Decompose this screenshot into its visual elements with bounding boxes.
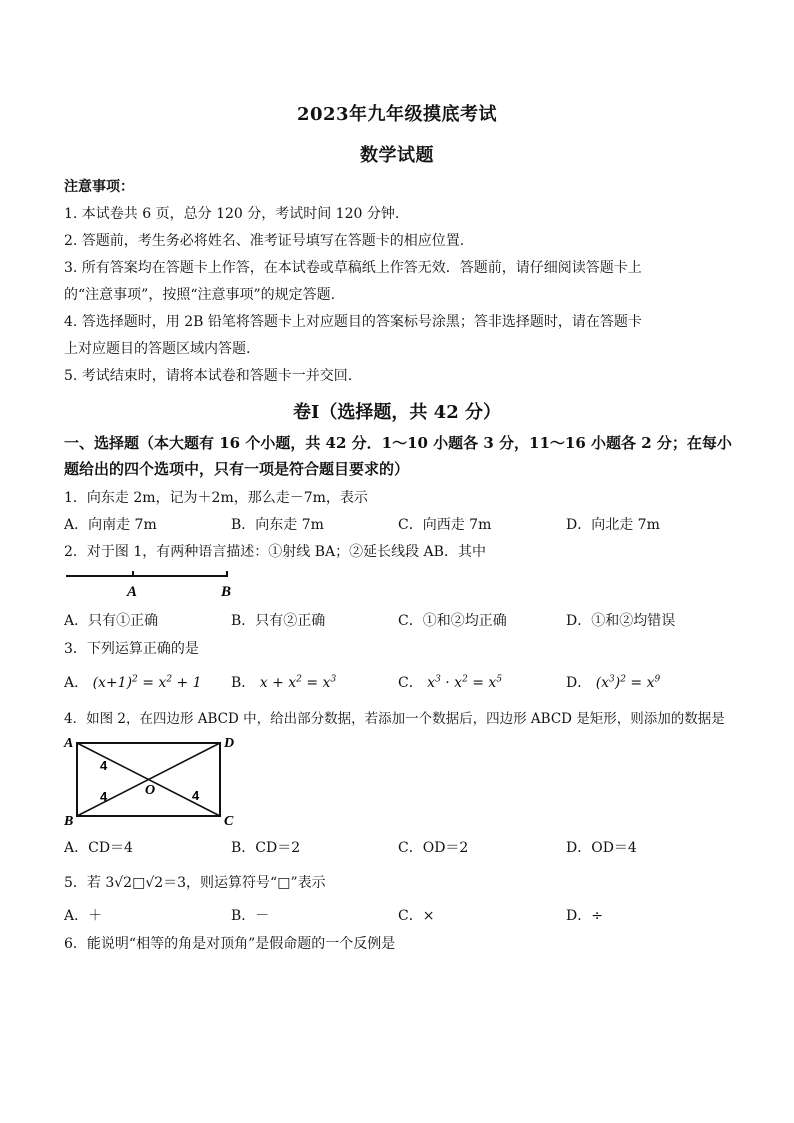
figure-2-label-o: O bbox=[145, 783, 156, 798]
q4-option-b: B．CD＝2 bbox=[231, 840, 301, 856]
q1-option-d: D．向北走 7m bbox=[566, 517, 660, 533]
q5-option-a: A．＋ bbox=[64, 908, 103, 924]
q5-stem: 5．若 3√2□√2＝3，则运算符号“□”表示 bbox=[64, 875, 326, 891]
q4-option-a: A．CD＝4 bbox=[64, 840, 133, 856]
notice-item-1: 1. 本试卷共 6 页，总分 120 分，考试时间 120 分钟. bbox=[64, 206, 400, 222]
q5-option-d: D．÷ bbox=[566, 908, 603, 924]
figure-2-label-a: A bbox=[64, 736, 74, 751]
figure-2-quadrilateral bbox=[60, 733, 250, 829]
q5-option-c: C．× bbox=[398, 908, 435, 924]
notice-item-3: 3. 所有答案均在答题卡上作答，在本试卷或草稿纸上作答无效．答题前，请仔细阅读答题卡上 bbox=[64, 260, 642, 276]
q2-option-a: A．只有①正确 bbox=[64, 613, 159, 629]
part-instruction-line1: 一、选择题（本大题有 16 个小题，共 42 分．1～10 小题各 3 分，11～16 小题各 2 分；在每小 bbox=[64, 434, 732, 452]
figure-2-label-c: C bbox=[224, 814, 234, 829]
notice-item-2: 2. 答题前，考生务必将姓名、准考证号填写在答题卡的相应位置. bbox=[64, 233, 465, 249]
q3-option-b bbox=[231, 672, 336, 692]
q2-option-b: B．只有②正确 bbox=[231, 613, 326, 629]
q3-option-c-letter: C． bbox=[398, 675, 423, 691]
exam-title: 2023年九年级摸底考试 bbox=[296, 104, 498, 125]
q1-option-a: A．向南走 7m bbox=[64, 517, 157, 533]
q3-option-b-letter: B． bbox=[231, 675, 256, 691]
figure-2-length-bo: 4 bbox=[100, 789, 108, 804]
q1-stem: 1．向东走 2m，记为＋2m，那么走－7m，表示 bbox=[64, 490, 368, 506]
notice-item-5: 5. 考试结束时，请将本试卷和答题卡一并交回. bbox=[64, 368, 353, 384]
q3-option-b-formula: $x + x^2 = x^3$ bbox=[259, 674, 337, 691]
q2-stem: 2．对于图 1，有两种语言描述：①射线 BA；②延长线段 AB．其中 bbox=[64, 544, 486, 560]
section-title: 卷Ⅰ（选择题，共 42 分） bbox=[292, 402, 501, 423]
q4-option-d: D．OD＝4 bbox=[566, 840, 637, 856]
q3-option-d-letter: D． bbox=[566, 675, 592, 691]
notice-item-4: 4. 答选择题时，用 2B 铅笔将答题卡上对应题目的答案标号涂黑；答非选择题时，请在答题卡 bbox=[64, 314, 642, 330]
q3-option-d bbox=[566, 672, 660, 692]
q3-option-a-formula: $(x+1)^2 = x^2 + 1$ bbox=[92, 674, 202, 691]
q2-option-d: D．①和②均错误 bbox=[566, 613, 676, 629]
figure-1-line-segment bbox=[60, 566, 250, 600]
q3-option-c bbox=[398, 672, 502, 692]
q3-option-a-letter: A． bbox=[64, 675, 89, 691]
figure-1-label-b: B bbox=[221, 584, 232, 600]
part-instruction-line2: 题给出的四个选项中，只有一项是符合题目要求的） bbox=[64, 460, 410, 478]
q2-option-c: C．①和②均正确 bbox=[398, 613, 507, 629]
q3-stem: 3．下列运算正确的是 bbox=[64, 641, 199, 657]
q3-option-d-formula: $(x^3)^2 = x^9$ bbox=[595, 674, 661, 691]
q6-stem: 6．能说明“相等的角是对顶角”是假命题的一个反例是 bbox=[64, 936, 396, 952]
notice-heading: 注意事项： bbox=[64, 179, 134, 195]
q3-option-c-formula: $x^3 \cdot x^2 = x^5$ bbox=[427, 674, 503, 691]
exam-subtitle: 数学试题 bbox=[360, 145, 434, 166]
q1-option-c: C．向西走 7m bbox=[398, 517, 492, 533]
figure-2-label-b: B bbox=[64, 814, 74, 829]
figure-1-label-a: A bbox=[127, 584, 138, 600]
q3-option-a bbox=[64, 672, 202, 692]
notice-item-4-cont: 上对应题目的答题区域内答题. bbox=[64, 341, 251, 357]
q1-option-b: B．向东走 7m bbox=[231, 517, 324, 533]
q4-stem: 4．如图 2，在四边形 ABCD 中，给出部分数据，若添加一个数据后，四边形 ABCD 是矩形，则添加的数据是 bbox=[64, 711, 725, 727]
figure-2-length-ao: 4 bbox=[100, 758, 108, 773]
figure-2-label-d: D bbox=[224, 736, 235, 751]
q4-option-c: C．OD＝2 bbox=[398, 840, 469, 856]
figure-2-length-oc: 4 bbox=[192, 788, 200, 803]
q5-option-b: B．－ bbox=[231, 908, 270, 924]
notice-item-3-cont: 的“注意事项”，按照“注意事项”的规定答题. bbox=[64, 287, 336, 303]
